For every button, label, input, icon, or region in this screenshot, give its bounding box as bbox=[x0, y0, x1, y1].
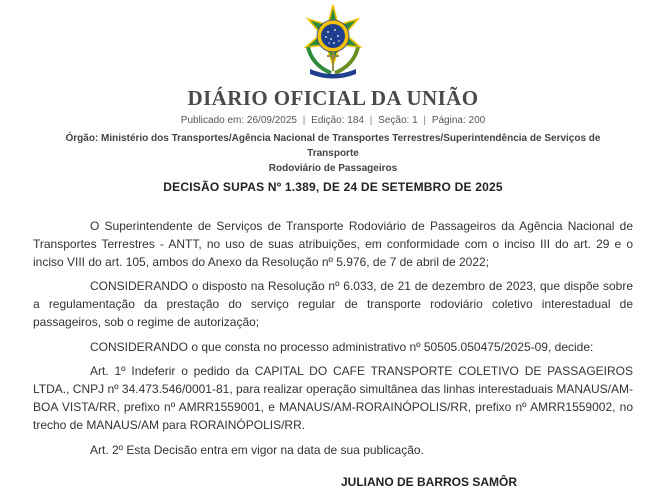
paragraph-considerando-2: CONSIDERANDO o que consta no processo administrativo nº 50505.050475/2025-09, decide: bbox=[90, 340, 594, 354]
brazil-coat-of-arms-icon bbox=[298, 3, 368, 79]
section: Seção: 1 bbox=[378, 115, 418, 126]
edition: Edição: 184 bbox=[311, 115, 364, 126]
separator: | bbox=[369, 115, 373, 126]
publication-info bbox=[0, 115, 666, 126]
separator: | bbox=[302, 115, 306, 126]
publication-date: Publicado em: 26/09/2025 bbox=[180, 115, 297, 126]
page-number: Página: 200 bbox=[431, 115, 486, 126]
paragraph-article-2: Art. 2º Esta Decisão entra em vigor na data de sua publicação. bbox=[90, 443, 424, 457]
issuing-organ bbox=[40, 131, 626, 176]
decision-heading: DECISÃO SUPAS Nº 1.389, DE 24 DE SETEMBRO DE 2025 bbox=[163, 180, 503, 194]
signature-name: JULIANO DE BARROS SAMÔR bbox=[341, 475, 518, 489]
paragraph-preamble: O Superintendente de Serviços de Transporte Rodoviário de Passageiros da Agência Nacional de Transportes Terrestres - ANTT, no uso de suas atribuições, em conformidade com o inciso III do art. 29 e o inciso VIII do art. 105, ambos do Anexo da Resolução nº 5.976, de 7 de abril de 2022; bbox=[33, 219, 633, 269]
issuing-organ-line: Rodoviário de Passageiros bbox=[268, 163, 398, 174]
separator: | bbox=[423, 115, 427, 126]
issuing-organ-line: Órgão: Ministério dos Transportes/Agência Nacional de Transportes Terrestres/Superintendência de Serviços de Transporte bbox=[65, 133, 601, 159]
paragraph-considerando-1: CONSIDERANDO o disposto na Resolução nº 6.033, de 21 de dezembro de 2023, que dispõe sobre a regulamentação da prestação do serviço regular de transporte rodoviário coletivo interestadual de passageiros, sob o regime de autorização; bbox=[33, 279, 633, 329]
paragraph-article-1: Art. 1º Indeferir o pedido da CAPITAL DO CAFE TRANSPORTE COLETIVO DE PASSAGEIROS LTDA., CNPJ nº 34.473.546/0001-81, para realizar operação simultânea das linhas interestaduais MANAUS/AM-BOA VISTA/RR, prefixo nº AMRR1559001, e MANAUS/AM-RORAINÓPOLIS/RR, prefixo nº AMRR1559002, no trecho de MANAUS/AM para RORAINÓPOLIS/RR. bbox=[33, 364, 633, 432]
page-title: DIÁRIO OFICIAL DA UNIÃO bbox=[187, 86, 479, 110]
